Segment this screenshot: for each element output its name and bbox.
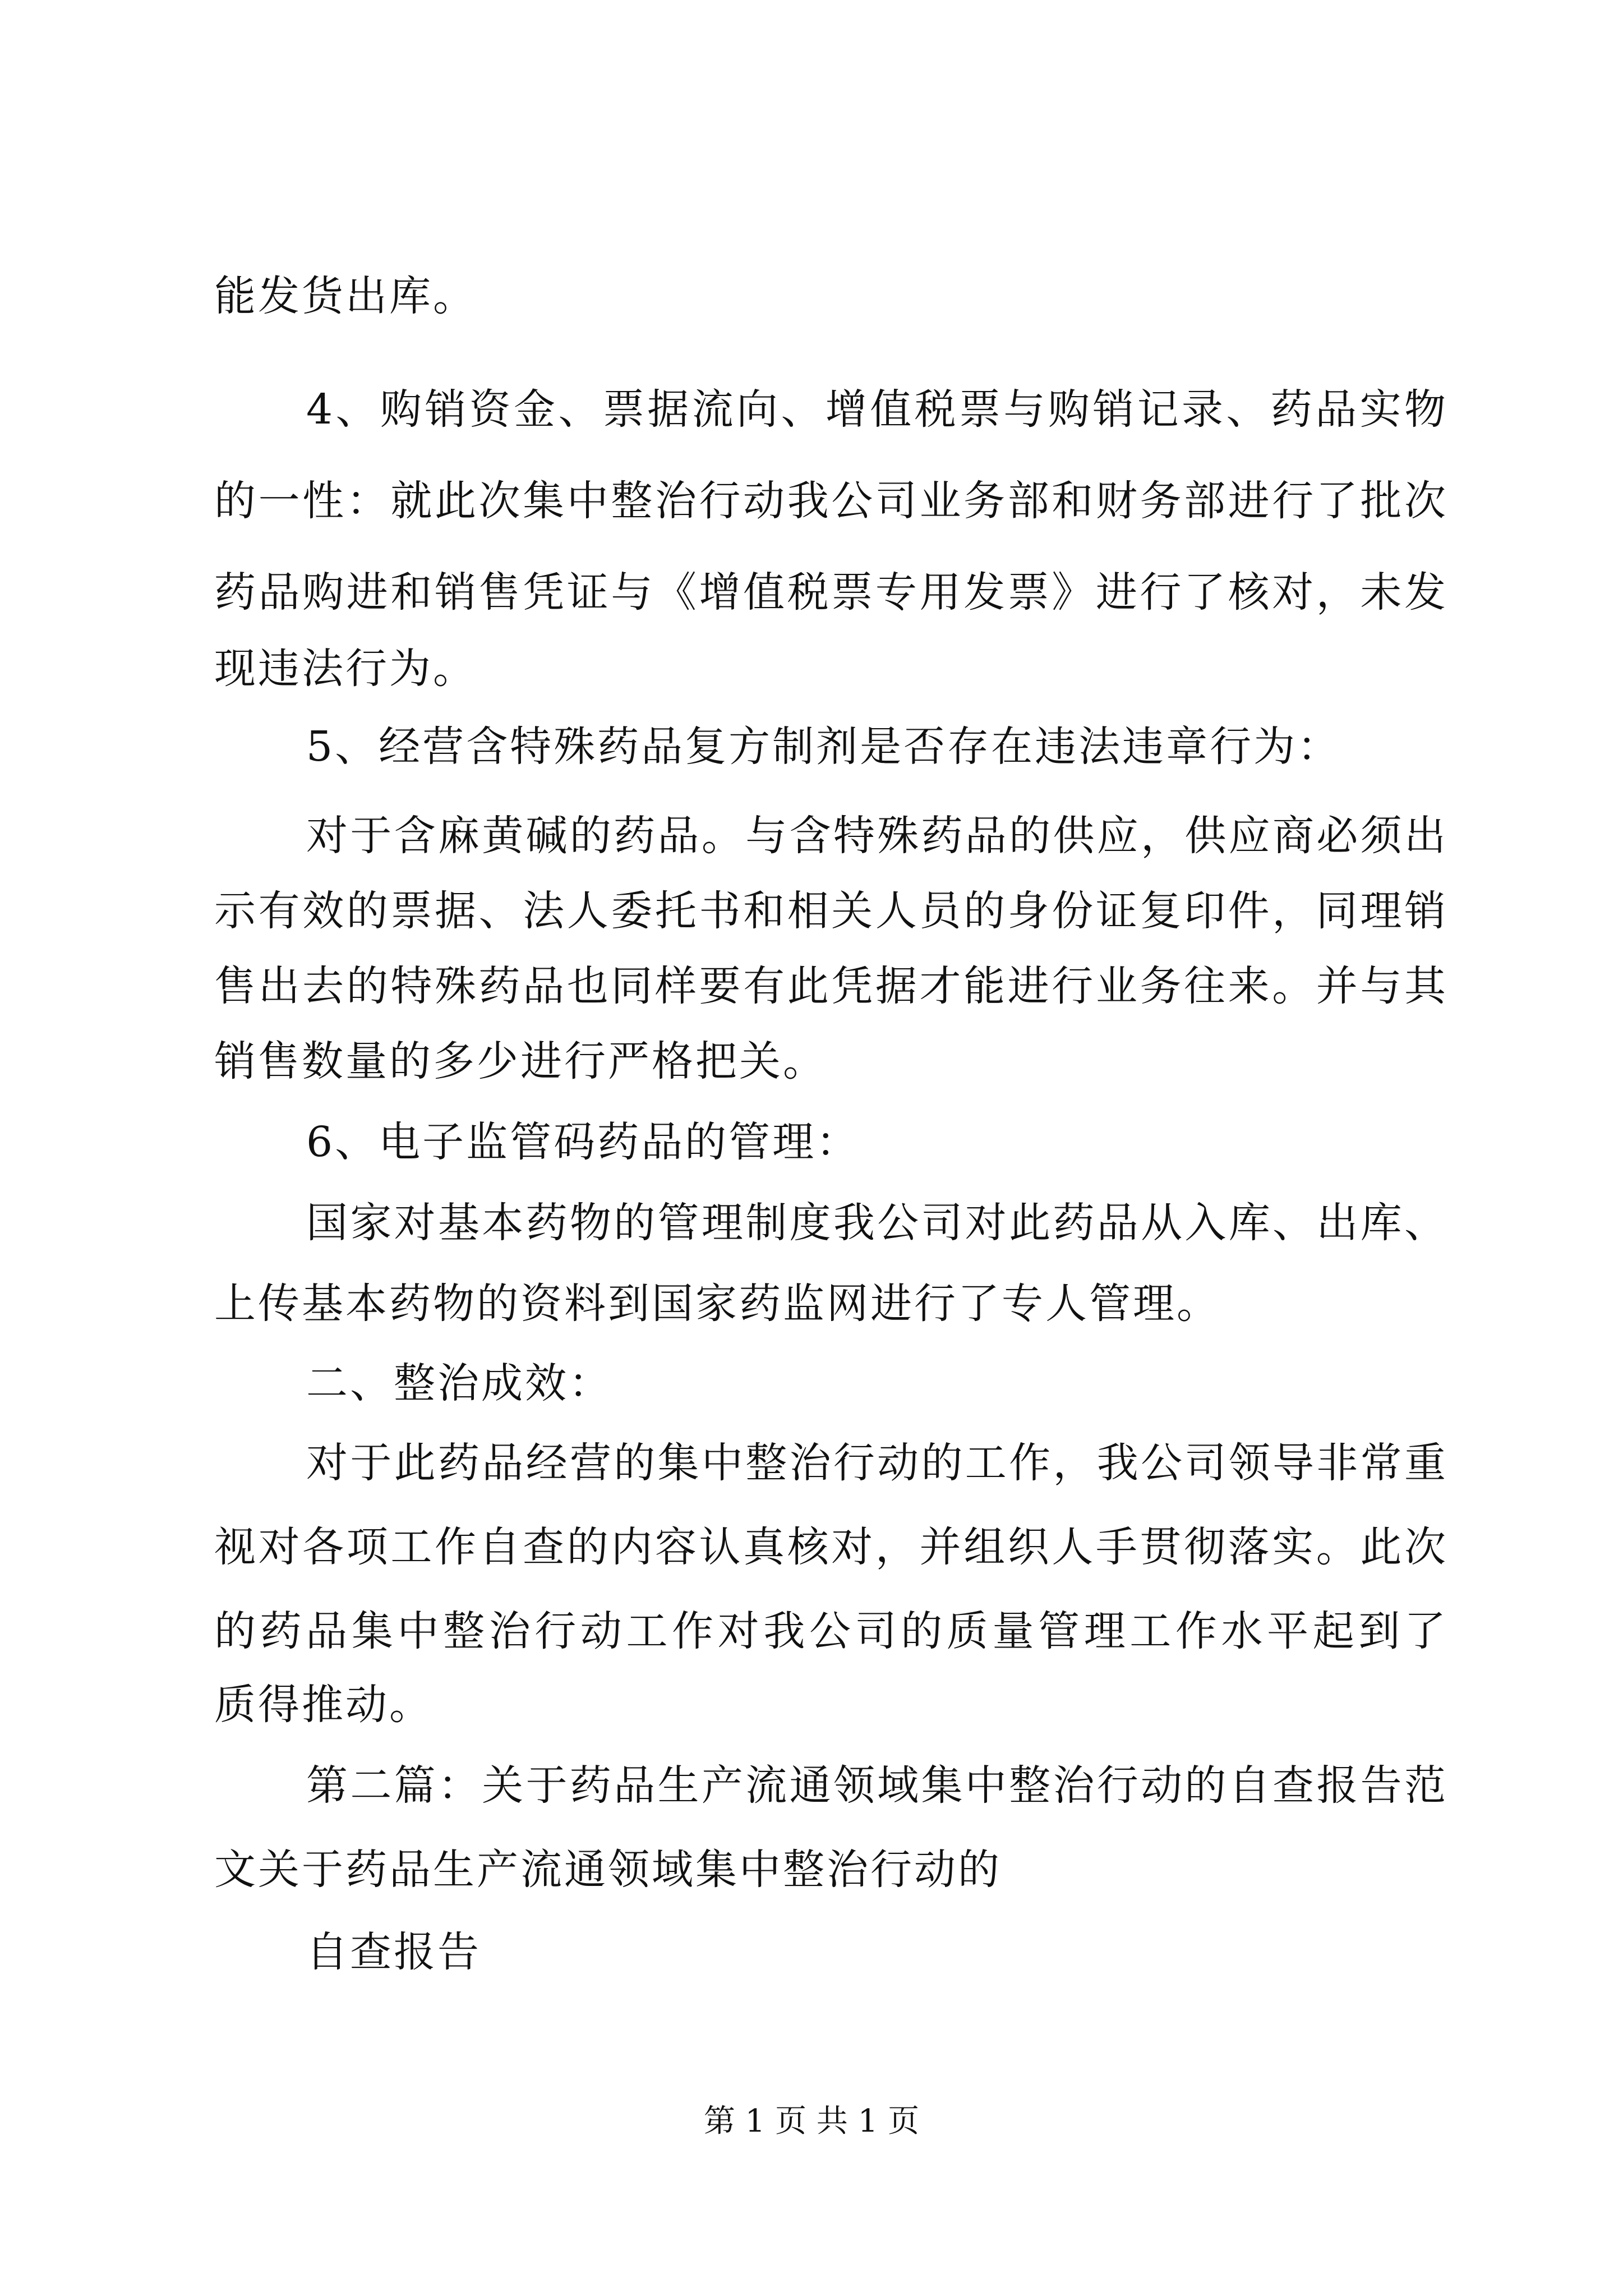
text-line: 5、经营含特殊药品复方制剂是否存在违法违章行为： <box>306 723 1341 771</box>
text-line: 对于含麻黄碱的药品。与含特殊药品的供应，供应商必须出 <box>306 812 1448 860</box>
text-line: 国家对基本药物的管理制度我公司对此药品从入库、出库、 <box>306 1199 1448 1247</box>
text-line: 上传基本药物的资料到国家药监网进行了专人管理。 <box>214 1280 1220 1328</box>
text-line: 对于此药品经营的集中整治行动的工作，我公司领导非常重 <box>306 1439 1448 1487</box>
text-line: 示有效的票据、法人委托书和相关人员的身份证复印件，同理销 <box>214 887 1448 935</box>
text-line: 4、购销资金、票据流向、增值税票与购销记录、药品实物 <box>306 385 1448 434</box>
text-line: 自查报告 <box>306 1928 481 1976</box>
text-line: 现违法行为。 <box>214 645 477 693</box>
text-line: 6、电子监管码药品的管理： <box>306 1118 860 1166</box>
text-line: 的一性：就此次集中整治行动我公司业务部和财务部进行了批次 <box>214 477 1448 525</box>
text-line: 文关于药品生产流通领域集中整治行动的 <box>214 1846 1002 1894</box>
text-line: 二、整治成效： <box>306 1359 612 1407</box>
text-line: 第二篇：关于药品生产流通领域集中整治行动的自查报告范 <box>306 1761 1448 1810</box>
page-footer: 第 1 页 共 1 页 <box>703 2103 920 2139</box>
text-line: 售出去的特殊药品也同样要有此凭据才能进行业务往来。并与其 <box>214 962 1448 1010</box>
text-line: 能发货出库。 <box>214 272 477 320</box>
text-line: 销售数量的多少进行严格把关。 <box>214 1037 827 1085</box>
text-line: 视对各项工作自查的内容认真核对，并组织人手贯彻落实。此次 <box>214 1523 1448 1571</box>
text-line: 质得推动。 <box>214 1681 433 1729</box>
text-line: 药品购进和销售凭证与《增值税票专用发票》进行了核对，未发 <box>214 568 1448 616</box>
text-line: 的药品集中整治行动工作对我公司的质量管理工作水平起到了 <box>214 1607 1448 1655</box>
